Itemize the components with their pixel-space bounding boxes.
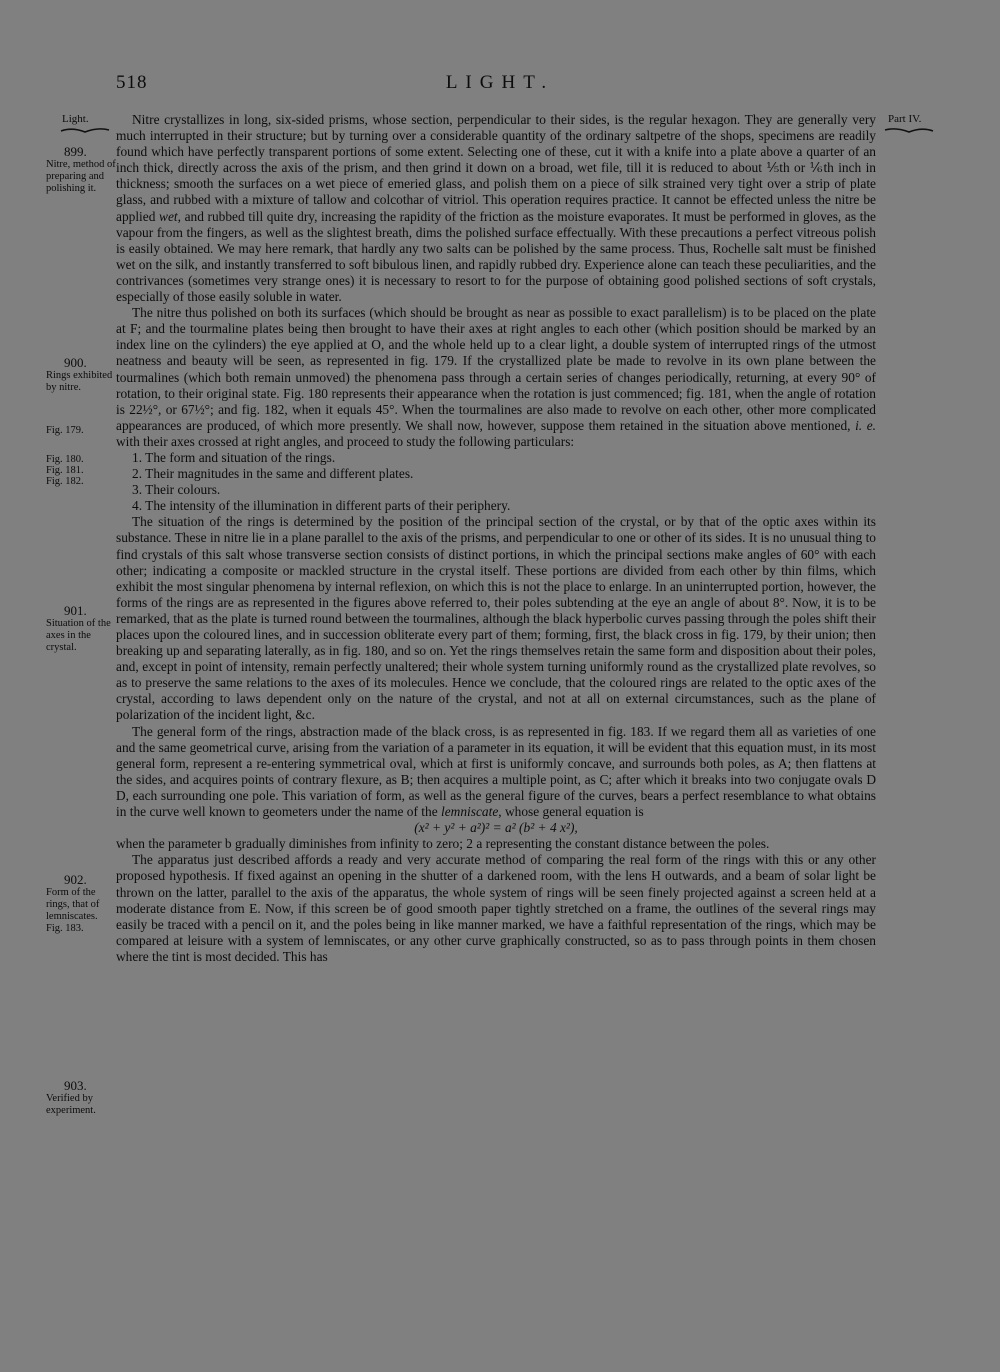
paragraph-902: The general form of the rings, abstraction made of the black cross, is as represented in fig. 183. If we regard them all as varieties of one and the same geometrical curve, arising from the variation of a parameter in its equation, it will be evident that this equation must, in its most general form, represent a re-entering symmetrical oval, which at first is uniformly concave, and surrounds both poles, as A; then flattens at the sides, and acquires points of contrary flexure, as B; then acquires a multiple point, as C; after which it breaks into two conjugate ovals D D, each surrounding one pole. This variation of form, as well as the general figure of the curves, bears a perfect resemblance to what obtains in the curve well known to geometers under the name of the lemniscate, whose general equation is [116, 723, 876, 820]
figure-ref-179: Fig. 179. [46, 425, 84, 436]
sidenote-899-text: Nitre, method of preparing and polishing it. [46, 159, 116, 194]
section-number-903: 903. [64, 1078, 87, 1093]
section-number-902: 902. [64, 872, 87, 887]
left-section-tag: Light. [62, 113, 89, 125]
page-number: 518 [116, 72, 148, 93]
figure-refs-180-182: Fig. 180. Fig. 181. Fig. 182. [46, 454, 84, 487]
sidenote-903-text: Verified by experiment. [46, 1093, 96, 1116]
list-item-2: 2. Their magnitudes in the same and different plates. [132, 466, 414, 482]
sidenote-901 [42, 603, 118, 654]
paragraph-901: The situation of the rings is determined by the position of the principal section of the crystal, or by that of the optic axes within its substance. These in nitre lie in a plane parallel to the axis of the prisms, and perpendicular to one or other of its sides. It is no unusual thing to find crystals of this salt whose transverse section consists of distinct portions, in which the principal sections make angles of 60° with each other; indicating a composite or mackled structure in the crystal itself. These portions are divided from each other by thin films, which exhibit the most singular phenomena by internal reflexion, on which this is not the place to enlarge. In an uninterrupted portion, however, the forms of the rings are as represented in the figures above referred to, their poles subtending at the eye an angle of about 8°. Now, it is to be remarked, that as the plate is turned round between the tourmalines, although the black hyperbolic curves passing through the poles shift their places upon the coloured lines, and in succession obliterate every part of them; forming, first, the black cross in fig. 179, by their union; then breaking up and separating laterally, as in fig. 180, and so on. Yet the rings themselves retain the same form and disposition about their poles, and, except in point of intensity, remain perfectly unaltered; their whole system turning uniformly round as the crystallized plate revolves, so as to preserve the same relations to the axes of its molecules. Hence we conclude, that the coloured rings are related to the optic axes of the crystal, according to laws dependent only on the nature of the crystal, and not at all on external circumstances, such as the plane of polarization of the incident light, &c. [116, 514, 876, 723]
sidenote-902-text: Form of the rings, that of lemniscates. [46, 887, 100, 922]
paragraph-900: The nitre thus polished on both its surfaces (which should be brought as near as possible to exact parallelism) is to be placed on the plate at F; and the tourmaline plates being then brought to have their axes at right angles to each other (which position should be marked by an index line on the cylinders) the eye applied at O, and the whole held up to a clear light, a double system of interrupted rings of the utmost neatness and beauty will be seen, as represented in fig. 179. If the crystallized plate be made to revolve in its own plane between the tourmalines (which both remain unmoved) the phenomena pass through a certain series of changes periodically, returning, at every 90° of rotation, to their original state. Fig. 180 represents their appearance when the rotation is just commenced; fig. 181, when the angle of rotation is 22½°, or 67½°; and fig. 182, when it equals 45°. When the tourmalines are also made to revolve on each other, other more complicated appearances are produced, of which more presently. We shall now, however, suppose them retained in the situation above mentioned, i. e. with their axes crossed at right angles, and proceed to study the following particulars: [116, 305, 876, 449]
section-number-900: 900. [64, 355, 87, 370]
sidenote-903 [42, 1078, 118, 1117]
paragraph-903: The apparatus just described affords a ready and very accurate method of comparing the real form of the rings with this or any other proposed hypothesis. If fixed against an opening in the shutter of a darkened room, with the lens H outwards, and a beam of solar light be thrown on the latter, parallel to the axis of the apparatus, the whole system of rings will be seen finely projected against a screen held at a moderate distance from E. Now, if this screen be of good smooth paper tightly stretched on a frame, the outlines of the several rings may easily be traced with a pencil on it, and the poles being in like manner marked, we have a faithful representation of the rings, which may be compared at leisure with a system of lemniscates, or any other curve graphically constructed, so as to pass through points in them chosen where the tint is most decided. This has [116, 852, 876, 964]
sidenote-900-text: Rings exhibited by nitre. [46, 370, 113, 393]
right-section-tag: Part IV. [888, 113, 922, 125]
paragraph-902-continued: when the parameter b gradually diminishes from infinity to zero; 2 a representing the constant distance between the poles. [116, 836, 770, 852]
list-item-1: 1. The form and situation of the rings. [132, 449, 336, 465]
sidenote-901-text: Situation of the axes in the crystal. [46, 618, 111, 653]
figure-ref-183: Fig. 183. [46, 923, 84, 934]
sidenote-899 [42, 144, 118, 195]
paragraph-899: Nitre crystallizes in long, six-sided prisms, whose section, perpendicular to their sides, is the regular hexagon. They are generally very much interrupted in their structure; but by turning over a considerable quantity of the ordinary saltpetre of the shops, specimens are readily found which have perfectly transparent portions of some extent. Selecting one of these, cut it with a knife into a plate above a quarter of an inch thick, directly across the axis of the prism, and then grind it down on a broad, wet file, till it is reduced to about ⅕th or ⅙th inch in thickness; smooth the surfaces on a wet piece of emeried glass, and polish them on a piece of silk strained very tight over a strip of plate glass, and rubbed with a mixture of tallow and colcothar of vitriol. This operation requires practice. It cannot be effected unless the nitre be applied wet, and rubbed till quite dry, increasing the rapidity of the friction as the moisture evaporates. It must be performed in gloves, as the vapour from the fingers, as well as the slightest breath, dims the polished surface effectually. With these precautions a perfect vitreous polish is easily obtained. We may here remark, that hardly any two salts can be polished by the same process. Thus, Rochelle salt must be finished wet on the silk, and instantly transferred to soft bibulous linen, and rapidly rubbed dry. Experience alone can teach these peculiarities, and the contrivances (sometimes very strange ones) it is necessary to resort to for the purpose of obtaining good polished sections of soft crystals, especially of those easily soluble in water. [116, 112, 876, 305]
body-text [116, 112, 876, 965]
list-item-3: 3. Their colours. [132, 482, 221, 498]
sidenote-fig179 [42, 425, 118, 437]
running-title: LIGHT. [445, 72, 555, 93]
lemniscate-equation: (x² + y² + a²)² = a² (b² + 4 x²), [414, 820, 578, 836]
list-item-4: 4. The intensity of the illumination in different parts of their periphery. [132, 498, 511, 514]
section-number-901: 901. [64, 603, 87, 618]
section-number-899: 899. [64, 144, 87, 159]
sidenote-fig180-182 [42, 454, 92, 487]
swash-ornament-right [884, 127, 934, 135]
sidenote-902 [42, 872, 118, 935]
sidenote-900 [42, 355, 118, 394]
swash-ornament-left [60, 127, 110, 135]
